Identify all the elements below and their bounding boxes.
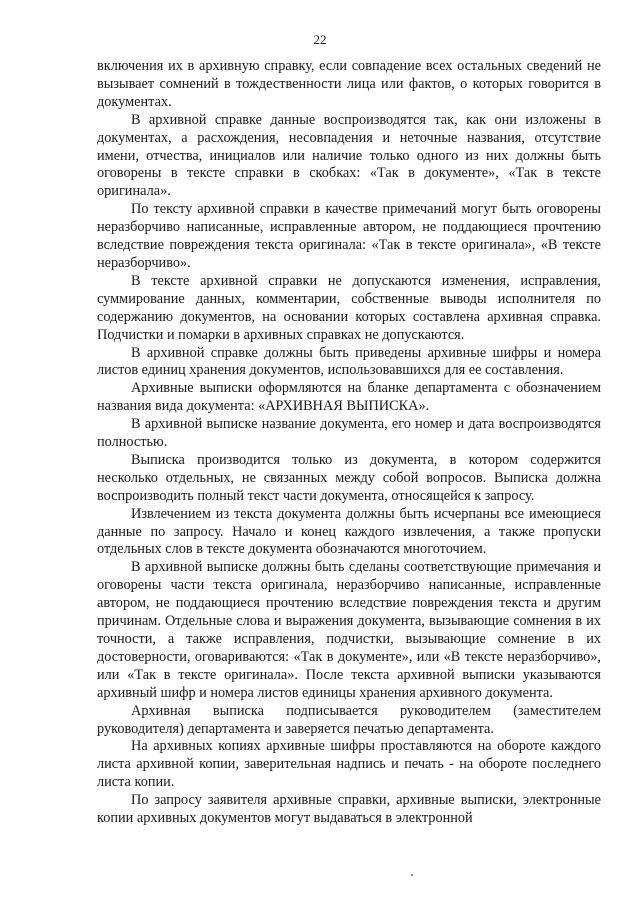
paragraph: Архивные выписки оформляются на бланке департамента с обозначением названия вида документа: «АРХИВНАЯ ВЫПИСКА». [97, 380, 601, 415]
paragraph: По тексту архивной справки в качестве примечаний могут быть оговорены неразборчиво написанные, исправленные автором, не поддающиеся прочтению вследствие повреждения текста оригинала: «Так в тексте оригинала», «В тексте неразборчиво». [97, 201, 601, 271]
paragraph: В тексте архивной справки не допускаются изменения, исправления, суммирование данных, комментарии, собственные выводы исполнителя по содержанию документов, на основании которых составлена архивная справка. Подчистки и помарки в архивных справках не допускаются. [97, 272, 601, 343]
paragraph: включения их в архивную справку, если совпадение всех остальных сведений не вызывает сомнений в тождественности лица или фактов, о которых говорится в документах. [97, 58, 601, 110]
paragraph: Архивная выписка подписывается руководителем (заместителем руководителя) департамента и заверяется печатью департамента. [97, 702, 601, 737]
page-number: 22 [313, 32, 327, 47]
paragraph: На архивных копиях архивные шифры проставляются на обороте каждого листа архивной копии, заверительная надпись и печать - на обороте последнего листа копии. [97, 738, 601, 791]
paragraph: Выписка производится только из документа, в котором содержится несколько отдельных, не связанных между собой вопросов. Выписка должна воспроизводить полный текст части документа, относящейся к запросу. [97, 451, 601, 504]
paragraph: В архивной выписке должны быть сделаны соответствующие примечания и оговорены части текста оригинала, неразборчиво написанные, исправленные автором, не поддающиеся прочтению вследствие повреждения текста и другим причинам. Отдельные слова и выражения документа, вызывающие сомнения в их точности, а также исправления, подчистки, вызывающие сомнение в их достоверности, оговариваются: «Так в документе», или «В тексте неразборчиво», или «Так в тексте оригинала». После текста архивной выписки указываются архивный шифр и номера листов единицы хранения архивного документа. [97, 559, 601, 701]
paragraph: В архивной справке данные воспроизводятся так, как они изложены в документах, а расхождения, несовпадения и неточные названия, отсутствие имени, отчества, инициалов или наличие только одного из них должны быть оговорены в тексте справки в скобках: «Так в документе», «Так в тексте оригинала». [97, 111, 601, 200]
paragraph: По запросу заявителя архивные справки, архивные выписки, электронные копии архивных документов могут выдаваться в электронной [97, 792, 601, 827]
document-body [97, 58, 601, 828]
paragraph: В архивной справке должны быть приведены архивные шифры и номера листов единиц хранения документов, использовавшихся для ее составления. [97, 344, 601, 379]
paragraph: В архивной выписке название документа, его номер и дата воспроизводятся полностью. [97, 416, 601, 451]
paragraph: Извлечением из текста документа должны быть исчерпаны все имеющиеся данные по запросу. Начало и конец каждого извлечения, а также пропуски отдельных слов в тексте документа обозначаются многоточием. [97, 505, 601, 558]
scan-speck [411, 874, 413, 876]
